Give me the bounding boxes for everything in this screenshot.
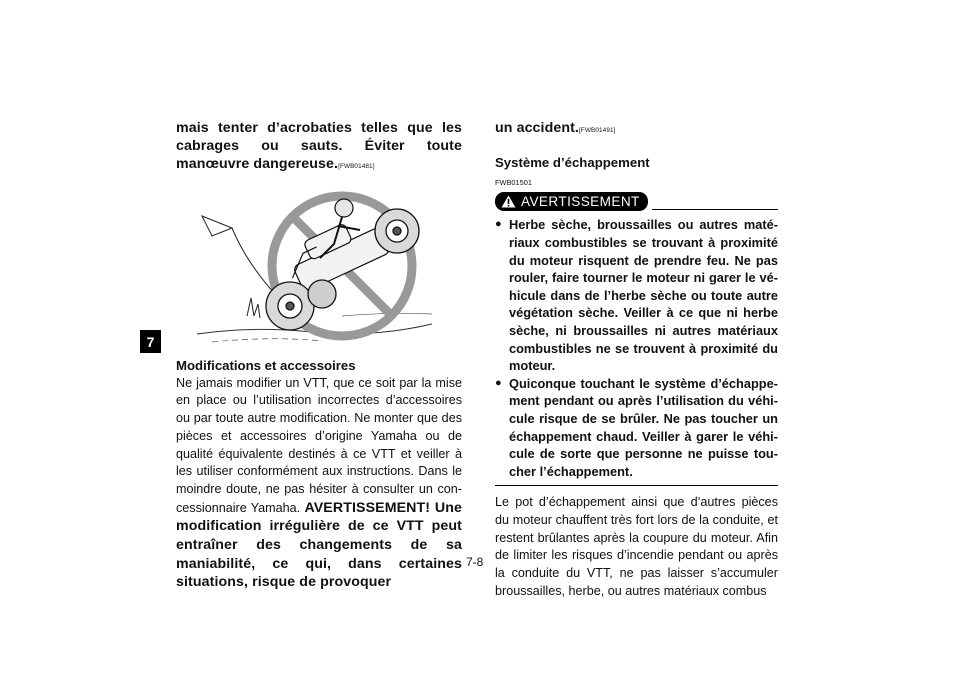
warning-badge: [495, 192, 648, 211]
right-column: [495, 119, 778, 601]
warning-header: [495, 192, 778, 211]
intro-reference-code: [FWB01481]: [338, 163, 375, 170]
warning-reference-code: FWB01501: [495, 177, 532, 187]
chapter-tab: 7: [140, 330, 161, 353]
section-title-modifications: Modifications et accessoires: [176, 358, 356, 373]
bullet-icon: ●: [495, 218, 502, 231]
page-number: 7-8: [466, 555, 484, 569]
modifications-warning: AVERTISSEMENT! Une modification irrégulière de ce VTT peut entraîner des changements de sa maniabilité, ce qui, dans certaines situations, risque de provoquer: [176, 499, 462, 591]
warning-end-rule: [495, 485, 778, 486]
warning-item: ● Quiconque touchant le système d’échappement pendant ou après l’utilisation du véhicule risque de se brûler. Ne pas toucher un échappement chaud. Veiller à garer le véhicule de sorte que personne ne puisse toucher l’échappement.: [495, 375, 778, 479]
warning-rule: [652, 209, 778, 210]
bullet-icon: ●: [495, 376, 502, 389]
continued-reference-code: [FWB01491]: [578, 127, 616, 134]
continued-warning-text: un accident.[FWB01491]: [495, 120, 616, 136]
modifications-body: Ne jamais modifier un VTT, que ce soit par la mise en place ou l’utilisation incorrectes d’accessoires ou par toute autre modification. Ne monter que des pièces et accessoires d’origine Yamaha ou de qualité équivalente destinés à ce VTT et veiller à les utiliser conformément aux instructions. Dans le moindre doute, ne pas hésiter à consulter un concessionnaire Yamaha. AVERTISSEMENT! Une modification irrégulière de ce VTT peut entraîner des changements de sa maniabilité, ce qui, dans certaines situations, risque de provoquer: [176, 375, 462, 591]
warning-list: [495, 216, 778, 480]
atv-wheelie-prohibited-illustration: [192, 186, 437, 351]
section-title-exhaust: Système d’échappement: [495, 155, 650, 170]
warning-triangle-icon: [501, 195, 516, 208]
exhaust-body: Le pot d’échappement ainsi que d’autres pièces du moteur chauffent très fort lors de la conduite, et restent brûlantes après la coupure du moteur. Afin de limiter les risques d’incendie pendant ou après la conduite du VTT, ne pas laisser s’accumuler broussailles, herbe, ou autres matériaux combus: [495, 495, 778, 598]
left-column: [176, 119, 462, 592]
warning-item: ● Herbe sèche, broussailles ou autres matériaux combustibles se trouvant à proximité du moteur risquent de prendre feu. Ne pas rouler, faire tourner le moteur ni garer le véhicule dans de l’herbe sèche ou toute autre végétation sèche. Veiller à ce que ni herbe sèche, ni broussailles ni autres matériaux combustibles ne se trouvent à proximité du moteur.: [495, 217, 778, 374]
warning-label: AVERTISSEMENT: [521, 194, 640, 210]
intro-warning-text: mais tenter d’acrobaties telles que les cabrages ou sauts. Éviter toute manœuvre dangereuse.[FWB01481]: [176, 120, 462, 172]
